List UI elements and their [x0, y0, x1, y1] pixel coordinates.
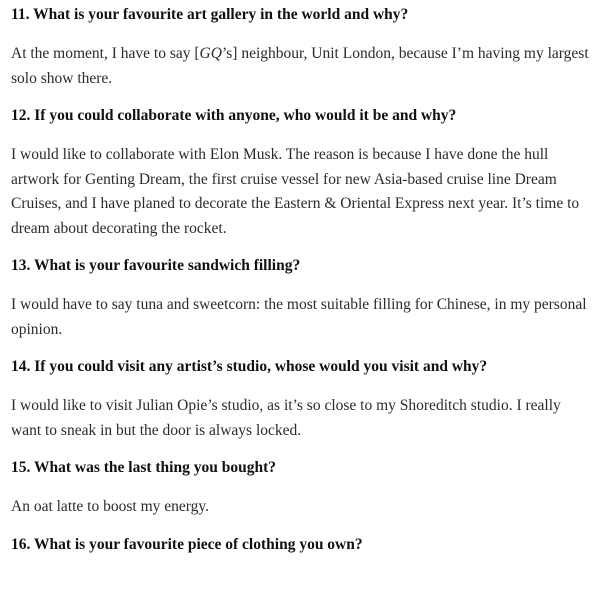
question-heading: 12. If you could collaborate with anyone, who would it be and why?	[11, 107, 457, 124]
qa-item	[11, 356, 593, 457]
answer-text: At the moment, I have to say [	[11, 45, 200, 62]
qa-item	[11, 0, 593, 105]
question-heading: 15. What was the last thing you bought?	[11, 459, 276, 476]
qa-item	[11, 105, 593, 255]
answer-paragraph	[11, 26, 593, 105]
question-heading: 11. What is your favourite art gallery in the world and why?	[11, 6, 409, 23]
question-heading: 13. What is your favourite sandwich filling?	[11, 257, 301, 274]
qa-item	[11, 534, 593, 556]
publication-name: GQ	[199, 45, 222, 62]
question-heading: 14. If you could visit any artist’s studio, whose would you visit and why?	[11, 358, 488, 375]
qa-item	[11, 457, 593, 534]
answer-paragraph: I would have to say tuna and sweetcorn: the most suitable filling for Chinese, in my personal opinion.	[11, 296, 587, 338]
answer-paragraph: I would like to collaborate with Elon Musk. The reason is because I have done the hull artwork for Genting Dream, the first cruise vessel for new Asia-based cruise line Dream Cruises, and I have planed to decorate the Eastern & Oriental Express next year. It’s time to dream about decorating the rocket.	[11, 146, 580, 237]
answer-paragraph: An oat latte to boost my energy.	[11, 498, 210, 515]
article-body	[11, 0, 593, 556]
answer-paragraph: I would like to visit Julian Opie’s studio, as it’s so close to my Shoreditch studio. I really want to sneak in but the door is always locked.	[11, 397, 561, 439]
qa-item	[11, 255, 593, 356]
question-heading: 16. What is your favourite piece of clothing you own?	[11, 535, 363, 553]
answer-text: ’s] neighbour, Unit London, because I’m having my largest solo show there.	[11, 45, 589, 87]
